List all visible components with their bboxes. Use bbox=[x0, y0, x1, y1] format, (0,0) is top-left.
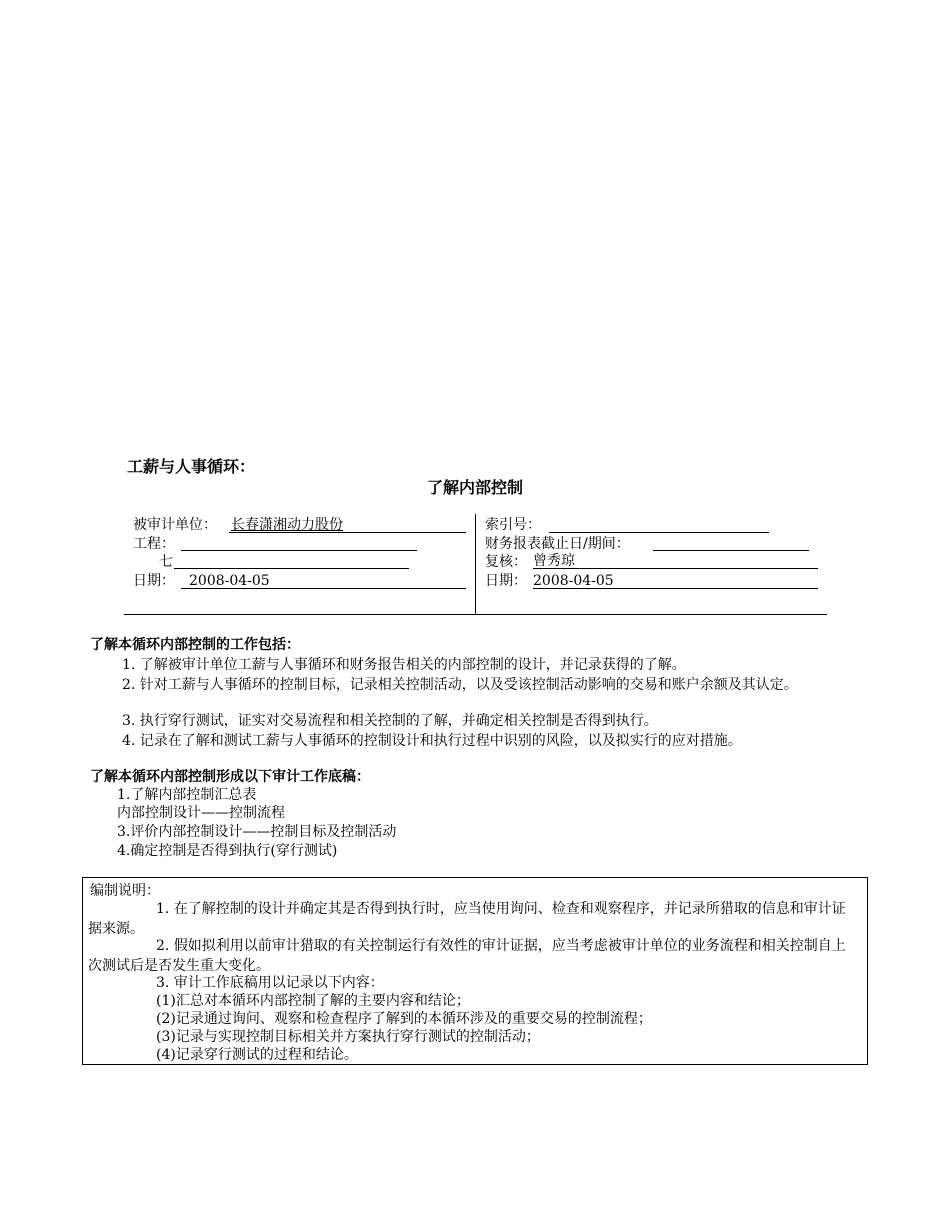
notes-title: 编制说明： bbox=[90, 883, 160, 899]
work-item: 4. 记录在了解和测试工薪与人事循环的控制设计和执行过程中识别的风险，以及拟实行的应对措施。 bbox=[122, 733, 742, 749]
paper-item: 3.评价内部控制设计——控制目标及控制活动 bbox=[117, 824, 397, 840]
date-label-right: 日期： bbox=[485, 573, 527, 589]
index-label: 索引号： bbox=[485, 517, 541, 533]
work-heading: 了解本循环内部控制的工作包括： bbox=[90, 637, 300, 653]
paper-item: 4.确定控制是否得到执行(穿行测试) bbox=[117, 843, 338, 859]
info-divider bbox=[475, 514, 476, 614]
date-value-left: 2008-04-05 bbox=[189, 573, 270, 589]
papers-heading: 了解本循环内部控制形成以下审计工作底稿： bbox=[90, 769, 370, 785]
period-label: 财务报表截止日/期间： bbox=[485, 536, 630, 552]
notes-subitem: (2)记录通过询问、观察和检查程序了解到的本循环涉及的重要交易的控制流程； bbox=[156, 1011, 652, 1027]
notes-paragraph: 3. 审计工作底稿用以记录以下内容： bbox=[156, 975, 384, 991]
notes-box bbox=[82, 877, 868, 1065]
cycle-title: 工薪与人事循环： bbox=[127, 457, 256, 476]
review-value: 曾秀琼 bbox=[533, 553, 575, 569]
project-field bbox=[181, 534, 417, 551]
work-item: 3. 执行穿行测试，证实对交易流程和相关控制的了解，并确定相关控制是否得到执行。 bbox=[122, 713, 658, 729]
work-item: 1. 了解被审计单位工薪与人事循环和财务报告相关的内部控制的设计，并记录获得的了解。 bbox=[122, 657, 686, 673]
entity-label: 被审计单位： bbox=[133, 517, 217, 533]
notes-subitem: (1)汇总对本循环内部控制了解的主要内容和结论； bbox=[156, 993, 470, 1009]
review-label: 复核： bbox=[485, 554, 527, 570]
date-label-left: 日期： bbox=[133, 573, 175, 589]
notes-paragraph: 1. 在了解控制的设计并确定其是否得到执行时，应当使用询问、检查和观察程序，并记录所猎取的信息和审计证据来源。 bbox=[88, 901, 846, 937]
notes-subitem: (3)记录与实现控制目标相关并方案执行穿行测试的控制活动； bbox=[156, 1029, 540, 1045]
notes-paragraph: 2. 假如拟利用以前审计猎取的有关控制运行有效性的审计证据，应当考虑被审计单位的业务流程和相关控制自上次测试后是否发生重大变化。 bbox=[88, 938, 846, 974]
project-value: 七 bbox=[159, 554, 173, 570]
entity-field bbox=[229, 516, 466, 533]
entity-value: 长春潇湘动力股份 bbox=[231, 517, 343, 533]
paper-item: 1.了解内部控制汇总表 bbox=[117, 787, 257, 803]
date-field-right bbox=[533, 572, 818, 589]
period-field bbox=[653, 534, 809, 551]
date-value-right: 2008-04-05 bbox=[533, 573, 614, 589]
notes-subitem: (4)记录穿行测试的过程和结论。 bbox=[156, 1047, 358, 1063]
project-value-field bbox=[174, 552, 409, 569]
paper-item: 内部控制设计——控制流程 bbox=[117, 805, 285, 821]
project-label: 工程： bbox=[133, 536, 175, 552]
info-bottom-rule bbox=[124, 614, 827, 615]
review-field bbox=[533, 552, 818, 569]
page-title: 了解内部控制 bbox=[426, 478, 523, 497]
work-item: 2. 针对工薪与人事循环的控制目标，记录相关控制活动，以及受该控制活动影响的交易和账户余额及其认定。 bbox=[122, 677, 798, 693]
index-field bbox=[549, 516, 769, 533]
date-field-left bbox=[181, 572, 466, 589]
